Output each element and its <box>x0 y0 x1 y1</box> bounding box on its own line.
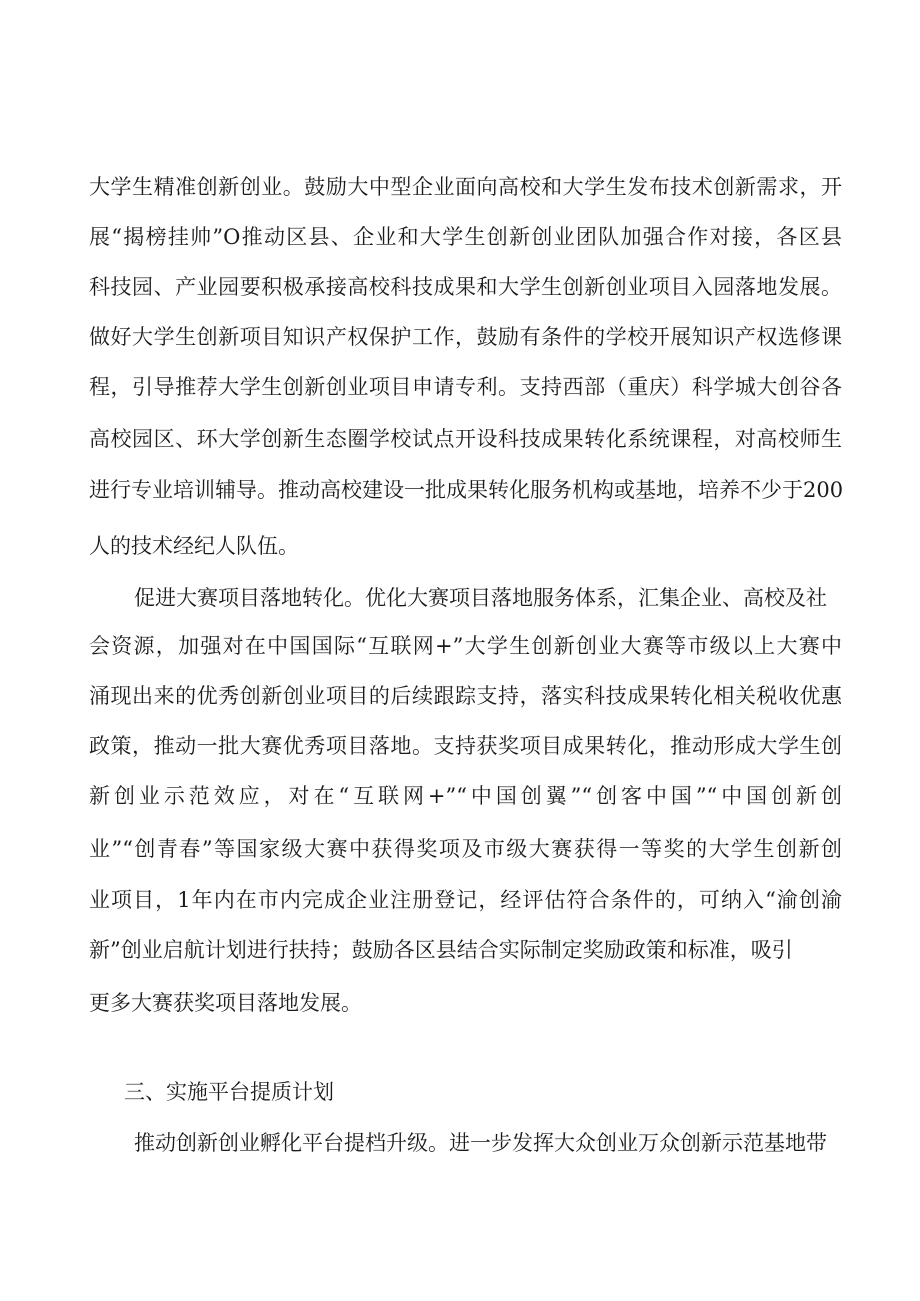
section-heading: 三、实施平台提质计划 <box>124 1080 334 1104</box>
body-text-line: 科技园、产业园要积极承接高校科技成果和大学生创新创业项目入园落地发展。 <box>89 275 842 299</box>
body-text-line: 展“揭榜挂帅”O推动区县、企业和大学生创新创业团队加强合作对接，各区县 <box>89 225 842 249</box>
body-text-line: 新创业示范效应，对在“互联网+”“中国创翼”“创客中国”“中国创新创 <box>89 784 842 808</box>
body-text-line: 新”创业启航计划进行扶持；鼓励各区县结合实际制定奖励政策和标准，吸引 <box>89 938 793 962</box>
body-text-line: 高校园区、环大学创新生态圈学校试点开设科技成果转化系统课程，对高校师生 <box>89 427 842 451</box>
body-text-line: 人的技术经纪人队伍。 <box>89 534 299 558</box>
body-text-line: 会资源，加强对在中国国际“互联网+”大学生创新创业大赛等市级以上大赛中 <box>89 634 842 658</box>
paragraph-first-line: 推动创新创业孵化平台提档升级。进一步发挥大众创业万众创新示范基地带 <box>134 1131 827 1155</box>
paragraph-first-line: 促进大赛项目落地转化。优化大赛项目落地服务体系，汇集企业、高校及社 <box>134 586 827 610</box>
body-text-line: 更多大赛获奖项目落地发展。 <box>89 991 362 1015</box>
body-text-line: 业”“创青春”等国家级大赛中获得奖项及市级大赛获得一等奖的大学生创新创 <box>89 837 842 861</box>
body-text-line: 大学生精准创新创业。鼓励大中型企业面向高校和大学生发布技术创新需求，开 <box>89 175 842 199</box>
body-text-line: 业项目，1年内在市内完成企业注册登记，经评估符合条件的，可纳入“渝创渝 <box>89 888 842 912</box>
body-text-line: 进行专业培训辅导。推动高校建设一批成果转化服务机构或基地，培养不少于200 <box>89 478 844 502</box>
body-text-line: 涌现出来的优秀创新创业项目的后续跟踪支持，落实科技成果转化相关税收优惠 <box>89 684 842 708</box>
body-text-line: 程，引导推荐大学生创新创业项目申请专利。支持西部（重庆）科学城大创谷各 <box>89 375 842 399</box>
body-text-line: 做好大学生创新项目知识产权保护工作，鼓励有条件的学校开展知识产权选修课 <box>89 325 842 349</box>
body-text-line: 政策，推动一批大赛优秀项目落地。支持获奖项目成果转化，推动形成大学生创 <box>89 734 842 758</box>
